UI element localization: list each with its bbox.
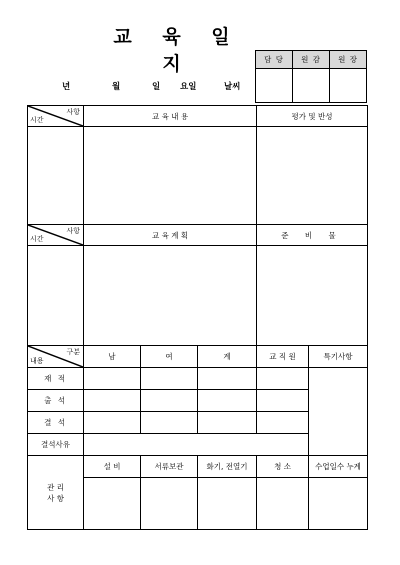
date-year-label: 년 bbox=[62, 82, 71, 92]
management-cell[interactable] bbox=[257, 478, 309, 530]
section1-corner-cell bbox=[28, 106, 84, 127]
attendance-cell[interactable] bbox=[84, 412, 141, 434]
attendance-corner-cell bbox=[28, 346, 84, 368]
attendance-cell[interactable] bbox=[141, 390, 198, 412]
section2-time-cell[interactable] bbox=[28, 246, 84, 346]
approval-header-vice-director: 원 감 bbox=[293, 51, 330, 69]
attendance-header-male: 남 bbox=[84, 346, 141, 368]
attendance-row-absent-label: 결 석 bbox=[28, 412, 84, 434]
management-header-equipment: 설 비 bbox=[84, 456, 141, 478]
management-label bbox=[28, 456, 84, 530]
attendance-corner-bottom: 내용 bbox=[30, 357, 44, 365]
attendance-notes-cell[interactable] bbox=[309, 368, 368, 456]
approval-sign-director[interactable] bbox=[330, 69, 367, 103]
attendance-row-present-label: 출 석 bbox=[28, 390, 84, 412]
section1-time-cell[interactable] bbox=[28, 127, 84, 225]
attendance-header-notes: 특기사항 bbox=[309, 346, 368, 368]
approval-sign-vice-director[interactable] bbox=[293, 69, 330, 103]
section2-corner-top: 사항 bbox=[66, 227, 80, 235]
management-cell[interactable] bbox=[141, 478, 198, 530]
attendance-row-absence-reason-label: 결석사유 bbox=[28, 434, 84, 456]
attendance-header-total: 계 bbox=[198, 346, 257, 368]
section1-eval-header: 평가 및 반성 bbox=[257, 106, 368, 127]
approval-box bbox=[255, 50, 367, 103]
date-weather-label: 날씨 bbox=[224, 82, 241, 92]
management-label-line1: 관 리 bbox=[47, 482, 64, 492]
section2-corner-bottom: 시간 bbox=[30, 235, 44, 243]
attendance-cell[interactable] bbox=[198, 368, 257, 390]
section1-content-header: 교 육 내 용 bbox=[84, 106, 257, 127]
section2-plan-header: 교 육 계 획 bbox=[84, 225, 257, 246]
section2-prep-cell[interactable] bbox=[257, 246, 368, 346]
attendance-row-enrolled-label: 재 적 bbox=[28, 368, 84, 390]
attendance-cell[interactable] bbox=[84, 390, 141, 412]
section1-content-cell[interactable] bbox=[84, 127, 257, 225]
management-cell[interactable] bbox=[84, 478, 141, 530]
attendance-cell[interactable] bbox=[141, 368, 198, 390]
management-header-cleaning: 청 소 bbox=[257, 456, 309, 478]
section1-corner-bottom: 시간 bbox=[30, 116, 44, 124]
attendance-header-female: 여 bbox=[141, 346, 198, 368]
attendance-cell[interactable] bbox=[141, 412, 198, 434]
attendance-absence-reason-cell[interactable] bbox=[84, 434, 309, 456]
section1-corner-top: 사항 bbox=[66, 108, 80, 116]
date-month-label: 월 bbox=[112, 82, 121, 92]
management-header-documents: 서류보관 bbox=[141, 456, 198, 478]
section2-plan-cell[interactable] bbox=[84, 246, 257, 346]
attendance-cell[interactable] bbox=[198, 412, 257, 434]
management-label-line2: 사 항 bbox=[47, 493, 64, 503]
attendance-cell[interactable] bbox=[257, 412, 309, 434]
approval-header-director: 원 장 bbox=[330, 51, 367, 69]
journal-table bbox=[27, 105, 368, 530]
attendance-cell[interactable] bbox=[257, 368, 309, 390]
page-title: 교 육 일 지 bbox=[113, 26, 242, 75]
management-cell[interactable] bbox=[198, 478, 257, 530]
section1-eval-cell[interactable] bbox=[257, 127, 368, 225]
management-cell[interactable] bbox=[309, 478, 368, 530]
approval-sign-manager[interactable] bbox=[256, 69, 293, 103]
management-header-fire-electric: 화기, 전열기 bbox=[198, 456, 257, 478]
attendance-cell[interactable] bbox=[257, 390, 309, 412]
section2-corner-cell bbox=[28, 225, 84, 246]
management-header-class-days: 수업일수 누계 bbox=[309, 456, 368, 478]
date-day-label: 일 bbox=[152, 82, 161, 92]
approval-header-manager: 담 당 bbox=[256, 51, 293, 69]
section2-prep-header: 준 비 물 bbox=[257, 225, 368, 246]
attendance-cell[interactable] bbox=[198, 390, 257, 412]
date-weekday-label: 요일 bbox=[180, 82, 197, 92]
attendance-cell[interactable] bbox=[84, 368, 141, 390]
attendance-header-staff: 교 직 원 bbox=[257, 346, 309, 368]
attendance-corner-top: 구분 bbox=[66, 348, 80, 356]
